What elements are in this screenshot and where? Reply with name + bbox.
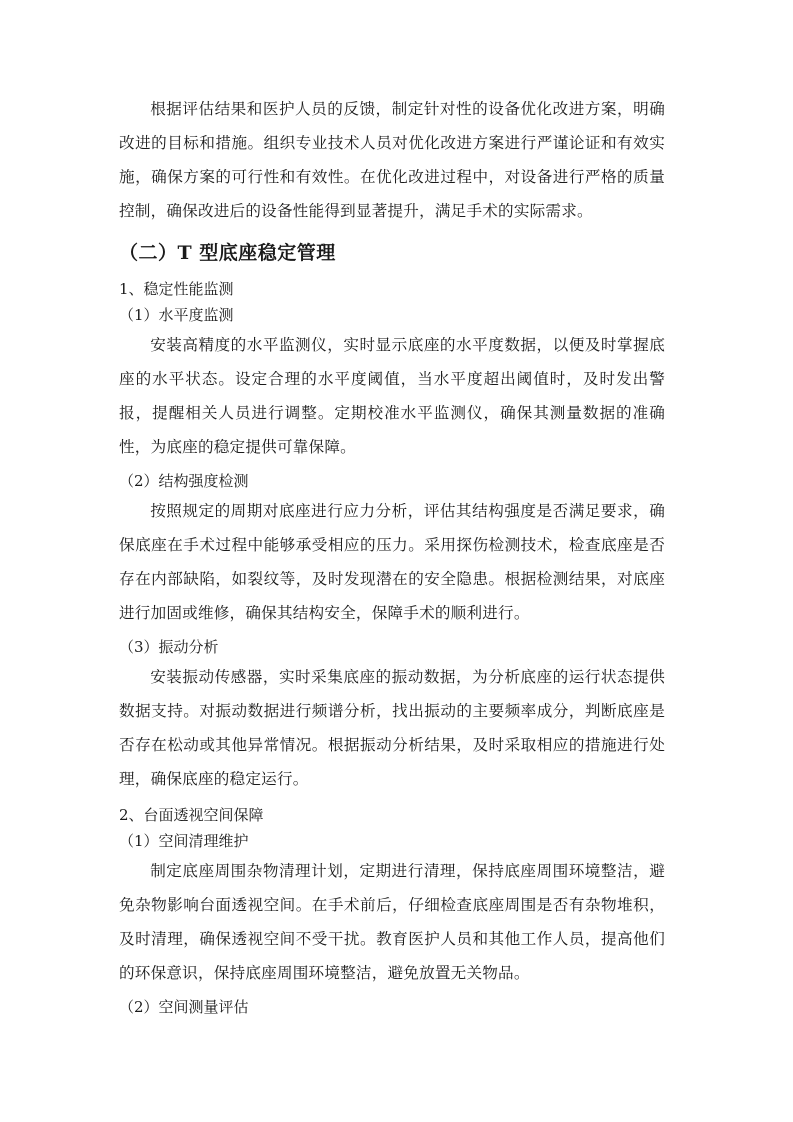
item-paragraph-1-2: 按照规定的周期对底座进行应力分析，评估其结构强度是否满足要求，确保底座在手术过程中能够承受相应的压力。采用探伤检测技术，检查底座是否存在内部缺陷，如裂纹等，及时发现潜在的安全隐患。根据检测结果，对底座进行加固或维修，确保其结构安全，保障手术的顺利进行。	[119, 502, 665, 622]
section-title: （二）T 型底座稳定管理	[119, 242, 336, 264]
intro-paragraph: 根据评估结果和医护人员的反馈，制定针对性的设备优化改进方案，明确改进的目标和措施。组织专业技术人员对优化改进方案进行严谨论证和有效实施，确保方案的可行性和有效性。在优化改进过程中，对设备进行严格的质量控制，确保改进后的设备性能得到显著提升，满足手术的实际需求。	[119, 100, 665, 220]
item-heading-2-1: （1）空间清理维护	[119, 832, 249, 850]
item-paragraph-1-3: 安装振动传感器，实时采集底座的振动数据，为分析底座的运行状态提供数据支持。对振动数据进行频谱分析，找出振动的主要频率成分，判断底座是否存在松动或其他异常情况。根据振动分析结果，及时采取相应的措施进行处理，确保底座的稳定运行。	[119, 668, 665, 788]
item-paragraph-2-1: 制定底座周围杂物清理计划，定期进行清理，保持底座周围环境整洁，避免杂物影响台面透视空间。在手术前后，仔细检查底座周围是否有杂物堆积，及时清理，确保透视空间不受干扰。教育医护人员和其他工作人员，提高他们的环保意识，保持底座周围环境整洁，避免放置无关物品。	[119, 862, 665, 982]
subsection-heading-1: 1、稳定性能监测	[119, 280, 234, 298]
item-paragraph-1-1: 安装高精度的水平监测仪，实时显示底座的水平度数据，以便及时掌握底座的水平状态。设定合理的水平度阈值，当水平度超出阈值时，及时发出警报，提醒相关人员进行调整。定期校准水平监测仪，确保其测量数据的准确性，为底座的稳定提供可靠保障。	[119, 336, 665, 456]
item-heading-2-2: （2）空间测量评估	[119, 998, 249, 1016]
subsection-heading-2: 2、台面透视空间保障	[119, 806, 264, 824]
item-heading-1-2: （2）结构强度检测	[119, 472, 249, 490]
item-heading-1-3: （3）振动分析	[119, 638, 219, 656]
document-page	[119, 92, 665, 1020]
item-heading-1-1: （1）水平度监测	[119, 306, 234, 324]
